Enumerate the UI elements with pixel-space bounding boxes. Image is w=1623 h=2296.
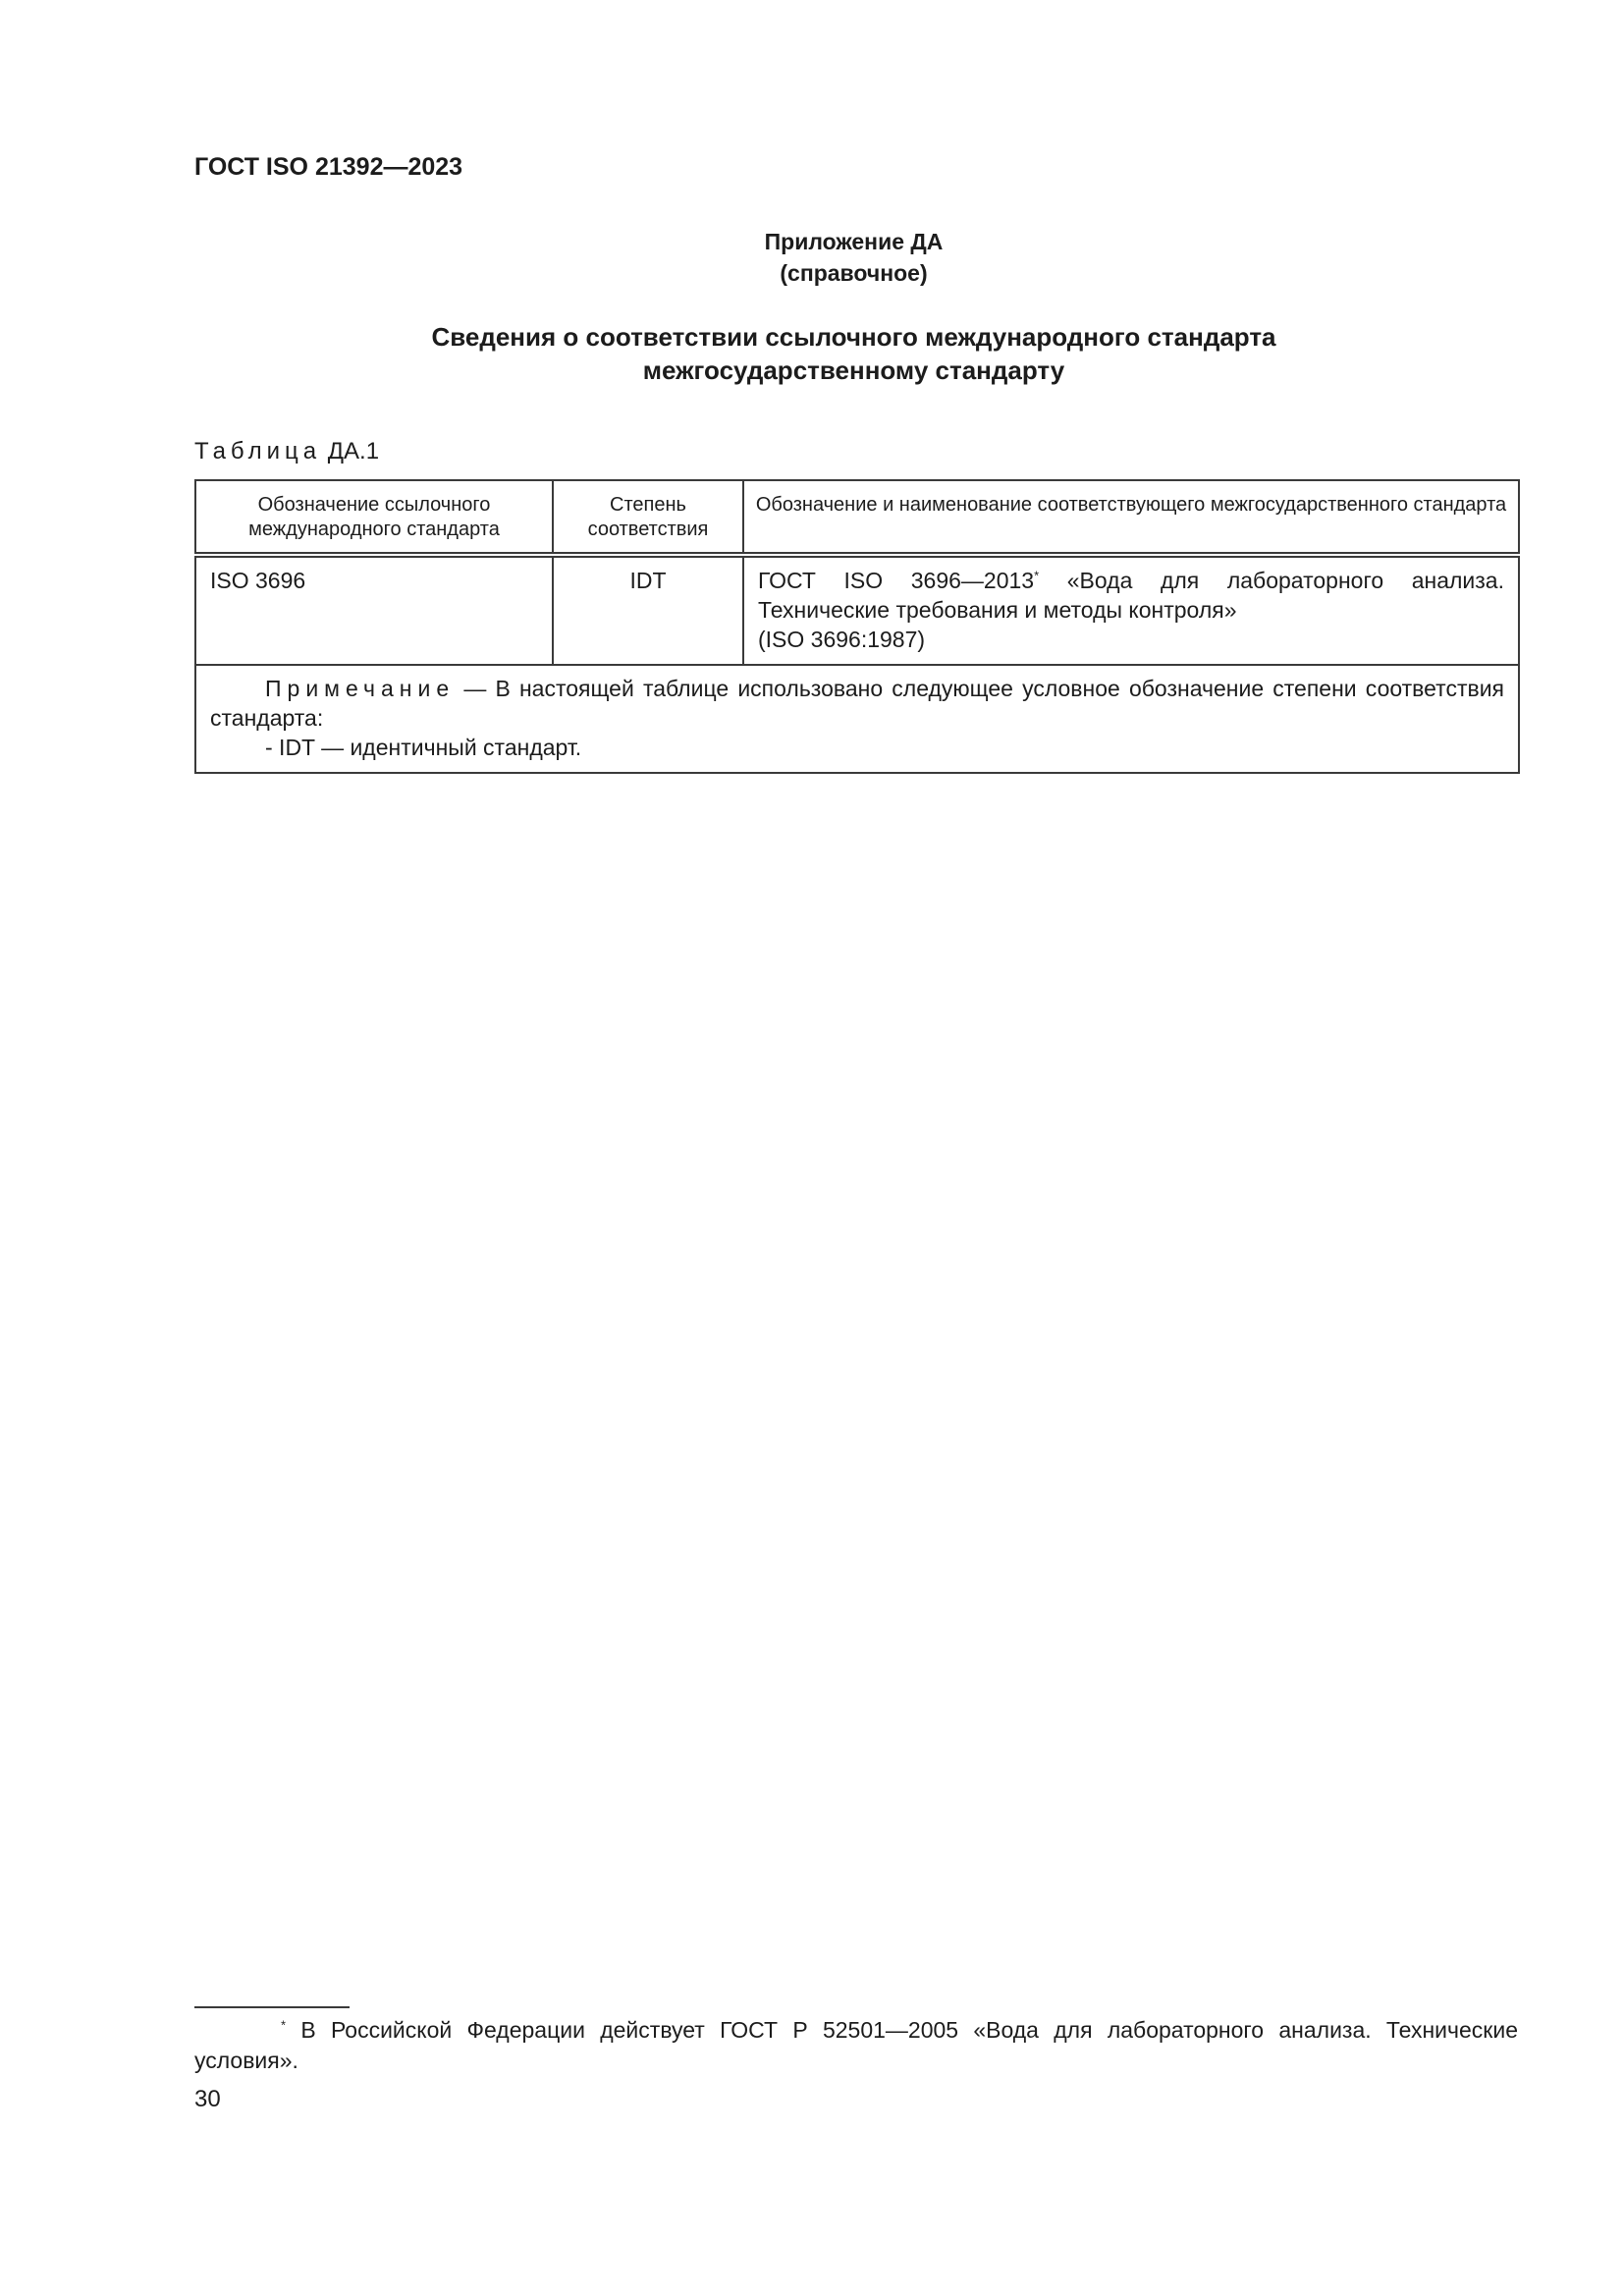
annex-title: Приложение ДА [764,229,944,254]
annex-type: (справочное) [780,260,928,286]
standard-title: «Вода для лабораторного анализа. Технические требования и методы контроля» [758,568,1504,623]
annex-heading [0,226,1623,289]
footnote [194,2015,1518,2076]
column-header-reference: Обозначение ссылочного международного стандарта [195,480,553,555]
table-note-row [195,665,1519,773]
column-header-degree: Степень соответствия [553,480,743,555]
standard-code: ГОСТ ISO 3696—2013 [758,568,1035,593]
table-note [195,665,1519,773]
section-title-line-1: Сведения о соответствии ссылочного международного стандарта [431,322,1276,352]
standard-original: (ISO 3696:1987) [758,627,926,652]
table-row [195,555,1519,665]
table-caption-word: Таблица [194,438,322,465]
note-list-item: - IDT — идентичный стандарт. [265,735,582,760]
column-header-interstate-standard: Обозначение и наименование соответствующего межгосударственного стандарта [743,480,1519,555]
correspondence-table [194,479,1520,774]
table-caption [194,438,379,465]
footnote-marker: * [281,2017,287,2033]
cell-reference-standard: ISO 3696 [195,555,553,665]
footnote-text: В Российской Федерации действует ГОСТ Р 52501—2005 «Вода для лабораторного анализа. Технические условия». [194,2017,1518,2073]
cell-interstate-standard [743,555,1519,665]
note-text: — В настоящей таблице использовано следующее условное обозначение степени соответствия стандарта: [210,676,1504,731]
footnote-mark: * [1034,568,1040,583]
note-heading: Примечание [265,676,456,701]
section-title-line-2: межгосударственному стандарту [642,355,1065,385]
document-code: ГОСТ ISO 21392—2023 [194,153,463,181]
section-title [0,320,1623,387]
cell-degree: IDT [553,555,743,665]
footnote-divider [194,2006,350,2008]
table-header-row [195,480,1519,555]
page-number: 30 [194,2086,221,2112]
table-caption-id: ДА.1 [327,438,380,465]
